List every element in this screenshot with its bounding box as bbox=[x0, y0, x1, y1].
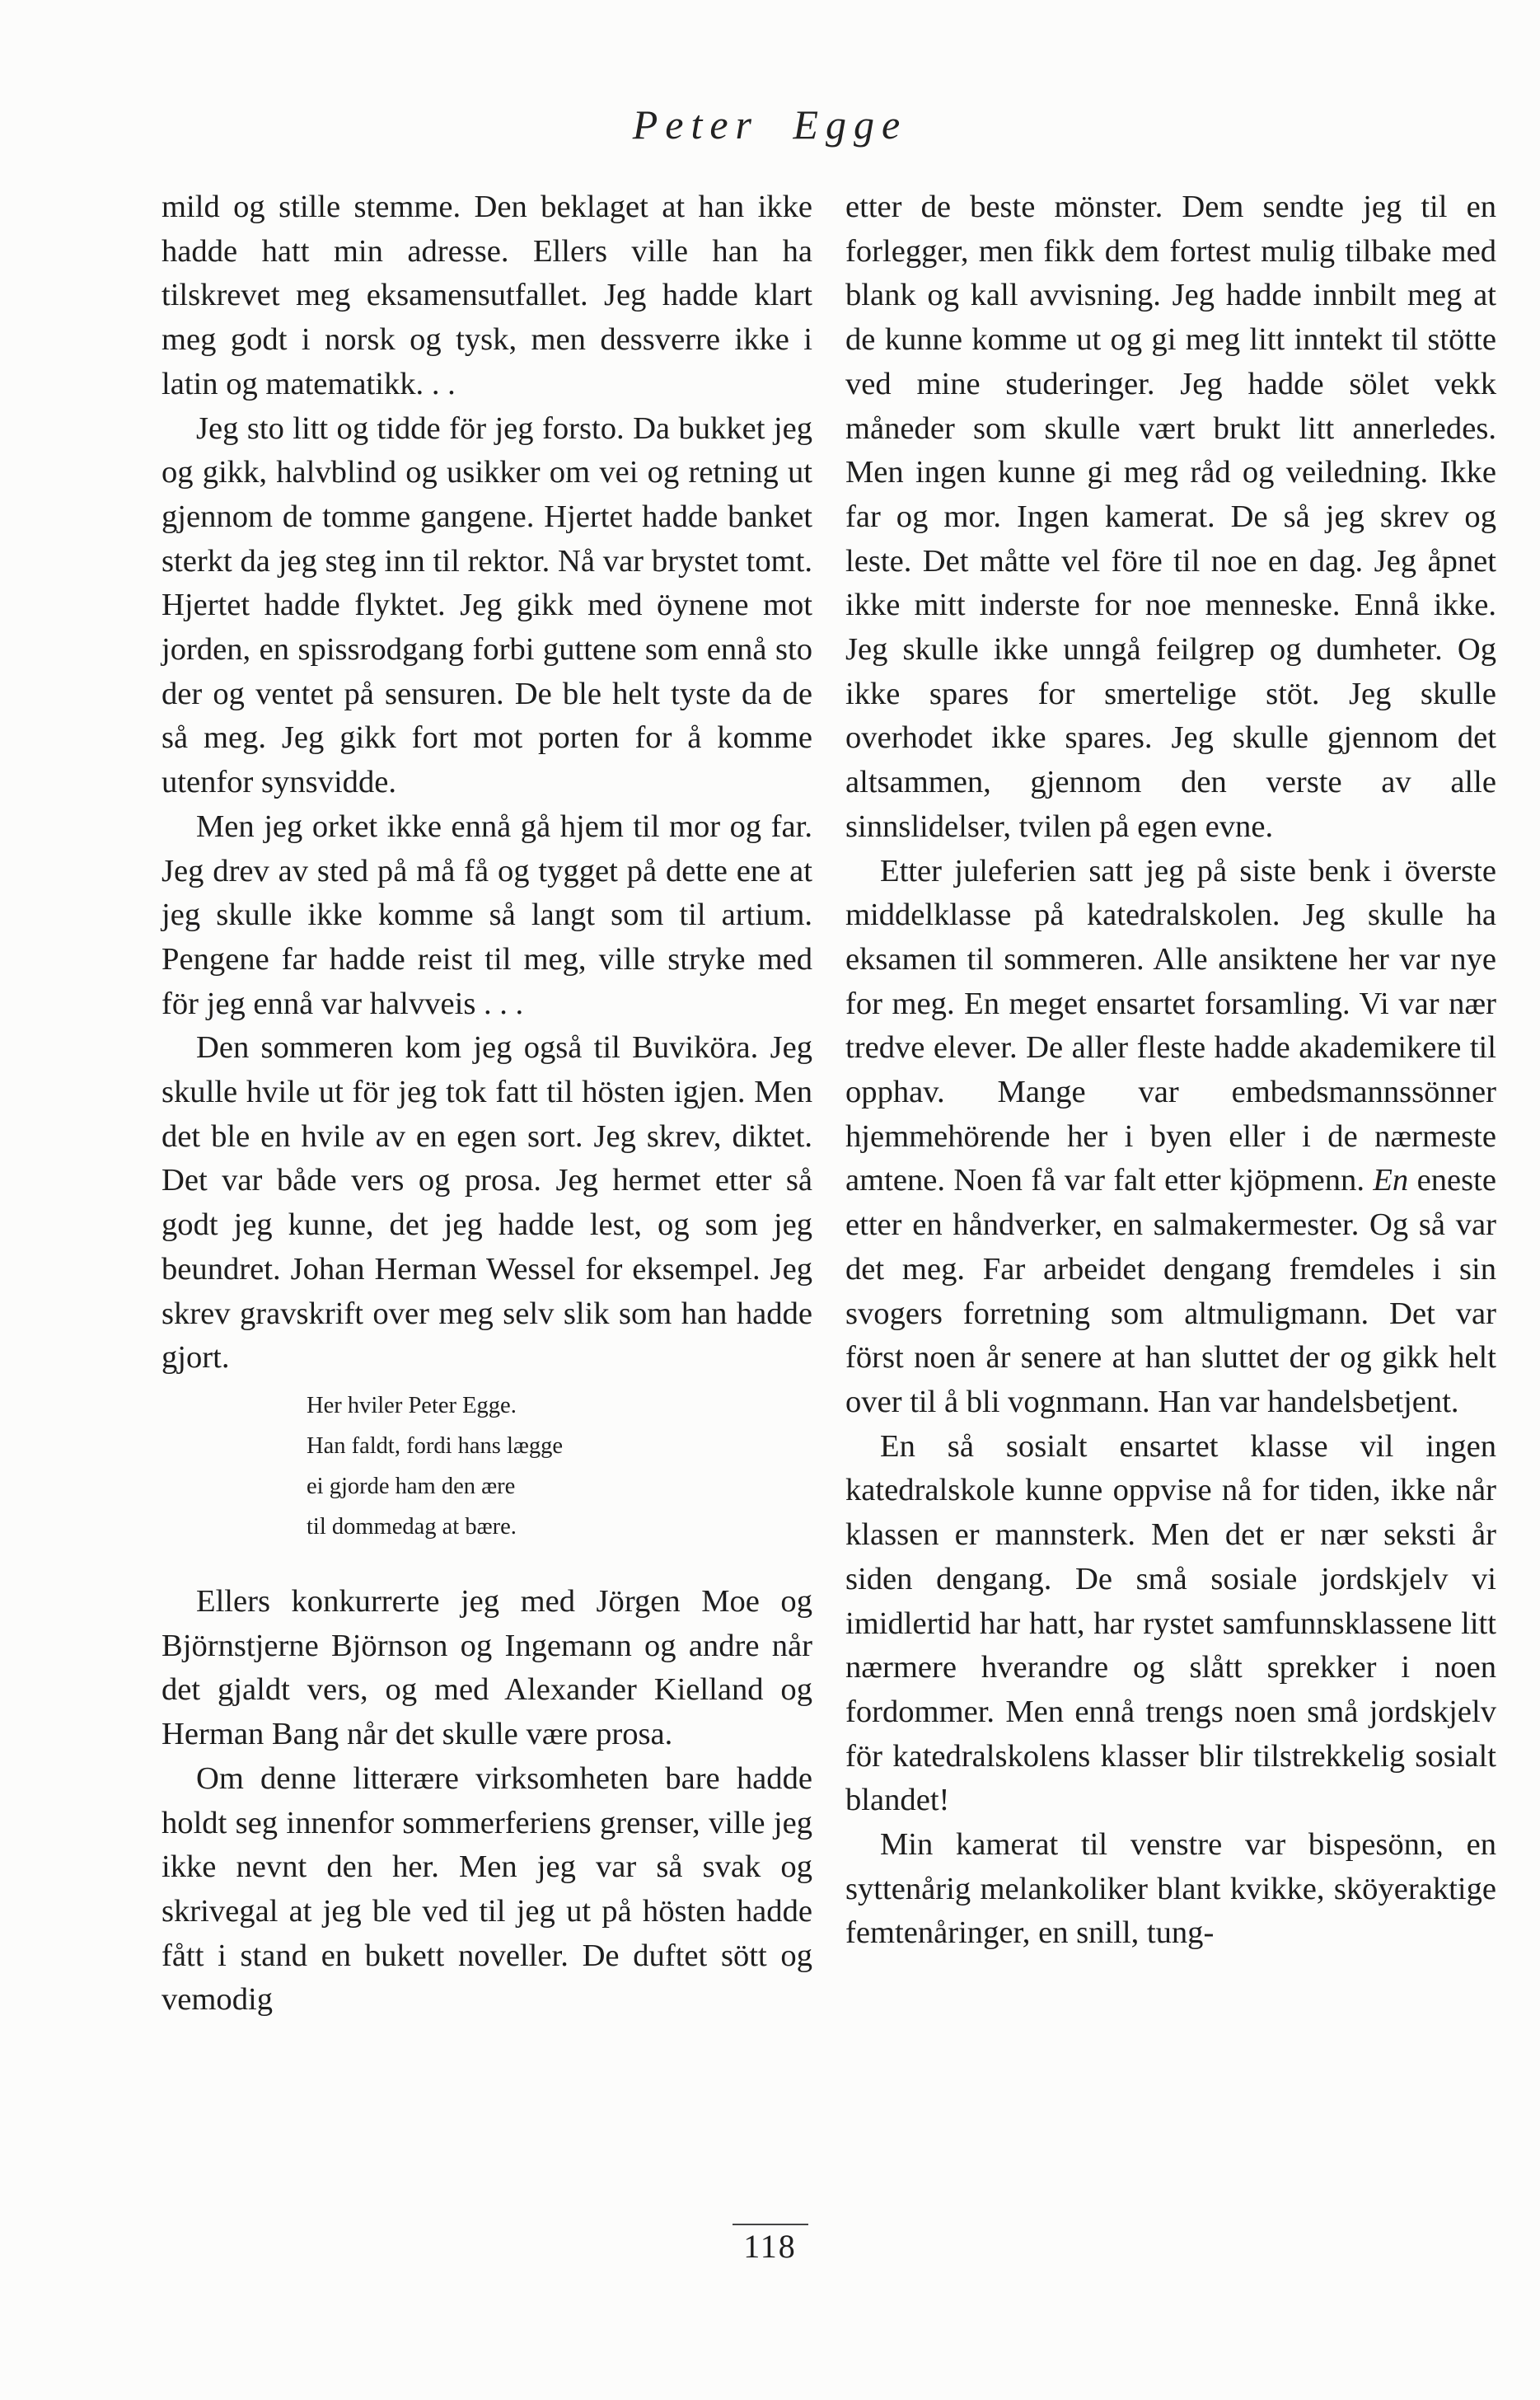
right-paragraph-2-part-b: eneste etter en håndverker, en salmakermester. Og så var det meg. Far arbeidet dengang fremdeles i sin svogers forretning som altmuligmann. Det var först noen år senere at han sluttet der og gikk helt over til å bli vognmann. Han var handelsbetjent. bbox=[845, 1163, 1496, 1419]
page-number bbox=[0, 2224, 1540, 2266]
right-paragraph-2 bbox=[845, 850, 1496, 1425]
poem-line: til dommedag at bære. bbox=[307, 1513, 517, 1540]
page-number-rule bbox=[733, 2224, 808, 2225]
right-paragraph-4: Min kamerat til venstre var bispesönn, en syttenårig melankoliker blant kvikke, sköyeraktige femtenåringer, en snill, tung- bbox=[845, 1827, 1496, 1951]
right-paragraph-3: En så sosialt ensartet klasse vil ingen katedralskole kunne oppvise nå for tiden, ikke når klassen er mannsterk. Men det er nær seksti år siden dengang. De små sosiale jordskjelv vi imidlertid har hatt, har rystet samfunnsklassene litt nærmere hverandre og slått sprekker i noen fordommer. Men ennå trengs noen små jordskjelv för katedralskolens klasser blir tilstrekkelig sosialt blandet! bbox=[845, 1428, 1496, 1818]
poem-line: Han faldt, fordi hans lægge bbox=[307, 1432, 564, 1459]
left-paragraph-4: Den sommeren kom jeg også til Buviköra. Jeg skulle hvile ut för jeg tok fatt til hösten igjen. Men det ble en hvile av en egen sort. Jeg skrev, diktet. Det var både vers og prosa. Jeg hermet etter så godt jeg kunne, det jeg hadde lest, og som jeg beundret. Johan Herman Wessel for eksempel. Jeg skrev gravskrift over meg selv slik som han hadde gjort. bbox=[161, 1030, 812, 1376]
running-head-last-name: Egge bbox=[793, 101, 908, 148]
poem-line: Her hviler Peter Egge. bbox=[307, 1392, 517, 1418]
page-number-text: 118 bbox=[743, 2228, 797, 2265]
running-head bbox=[0, 101, 1540, 148]
epitaph-poem bbox=[307, 1385, 812, 1547]
left-paragraph-1: mild og stille stemme. Den beklaget at han ikke hadde hatt min adresse. Ellers ville han ha tilskrevet meg eksamensutfallet. Jeg hadde klart meg godt i norsk og tysk, men dessverre ikke i latin og matematikk. . . bbox=[161, 190, 812, 401]
left-paragraph-6: Om denne litterære virksomheten bare hadde holdt seg innenfor sommerferiens grenser, ville jeg ikke nevnt den her. Men jeg var så svak og skrivegal at jeg ble ved til jeg ut på hösten hadde fått i stand en bukett noveller. De duftet sött og vemodig bbox=[161, 1760, 812, 2018]
poem-line: ei gjorde ham den ære bbox=[307, 1473, 516, 1499]
right-paragraph-2-emphasis: En bbox=[1373, 1163, 1409, 1198]
left-paragraph-5: Ellers konkurrerte jeg med Jörgen Moe og Björnstjerne Björnson og Ingemann og andre når det gjaldt vers, og med Alexander Kielland og Herman Bang når det skulle være prosa. bbox=[161, 1583, 812, 1752]
right-paragraph-2-part-a: Etter juleferien satt jeg på siste benk i överste middelklasse på katedralskolen. Jeg skulle ha eksamen til sommeren. Alle ansiktene her var nye for meg. En meget ensartet forsamling. Vi var nær tredve elever. De aller fleste hadde akademikere til opphav. Mange var embedsmannssönner hjemmehörende her i byen eller i de nærmeste amtene. Noen få var falt etter kjöpmenn. bbox=[845, 853, 1496, 1198]
left-column bbox=[161, 185, 812, 2023]
running-head-first-name: Peter bbox=[632, 101, 760, 148]
right-column bbox=[845, 185, 1496, 1956]
left-paragraph-2: Jeg sto litt og tidde för jeg forsto. Da bukket jeg og gikk, halvblind og usikker om vei og retning ut gjennom de tomme gangene. Hjertet hadde banket sterkt da jeg steg inn til rektor. Nå var brystet tomt. Hjertet hadde flyktet. Jeg gikk med öynene mot jorden, en spissrodgang forbi guttene som ennå sto der og ventet på sensuren. De ble helt tyste da de så meg. Jeg gikk fort mot porten for å komme utenfor synsvidde. bbox=[161, 410, 812, 800]
left-paragraph-3: Men jeg orket ikke ennå gå hjem til mor og far. Jeg drev av sted på må få og tygget på dette ene at jeg skulle ikke komme så langt som til artium. Pengene far hadde reist til meg, ville stryke med för jeg ennå var halvveis . . . bbox=[161, 809, 812, 1021]
right-paragraph-1: etter de beste mönster. Dem sendte jeg til en forlegger, men fikk dem fortest mulig tilbake med blank og kall avvisning. Jeg hadde innbilt meg at de kunne komme ut og gi meg litt inntekt til stötte ved mine studeringer. Jeg hadde sölet vekk måneder som skulle vært brukt litt annerledes. Men ingen kunne gi meg råd og veiledning. Ikke far og mor. Ingen kamerat. De så jeg skrev og leste. Det måtte vel före til noe en dag. Jeg åpnet ikke mitt inderste for noe menneske. Ennå ikke. Jeg skulle ikke unngå feilgrep og dumheter. Og ikke spares for smertelige stöt. Jeg skulle overhodet ikke spares. Jeg skulle gjennom det altsammen, gjennom den verste av alle sinnslidelser, tvilen på egen evne. bbox=[845, 190, 1496, 844]
